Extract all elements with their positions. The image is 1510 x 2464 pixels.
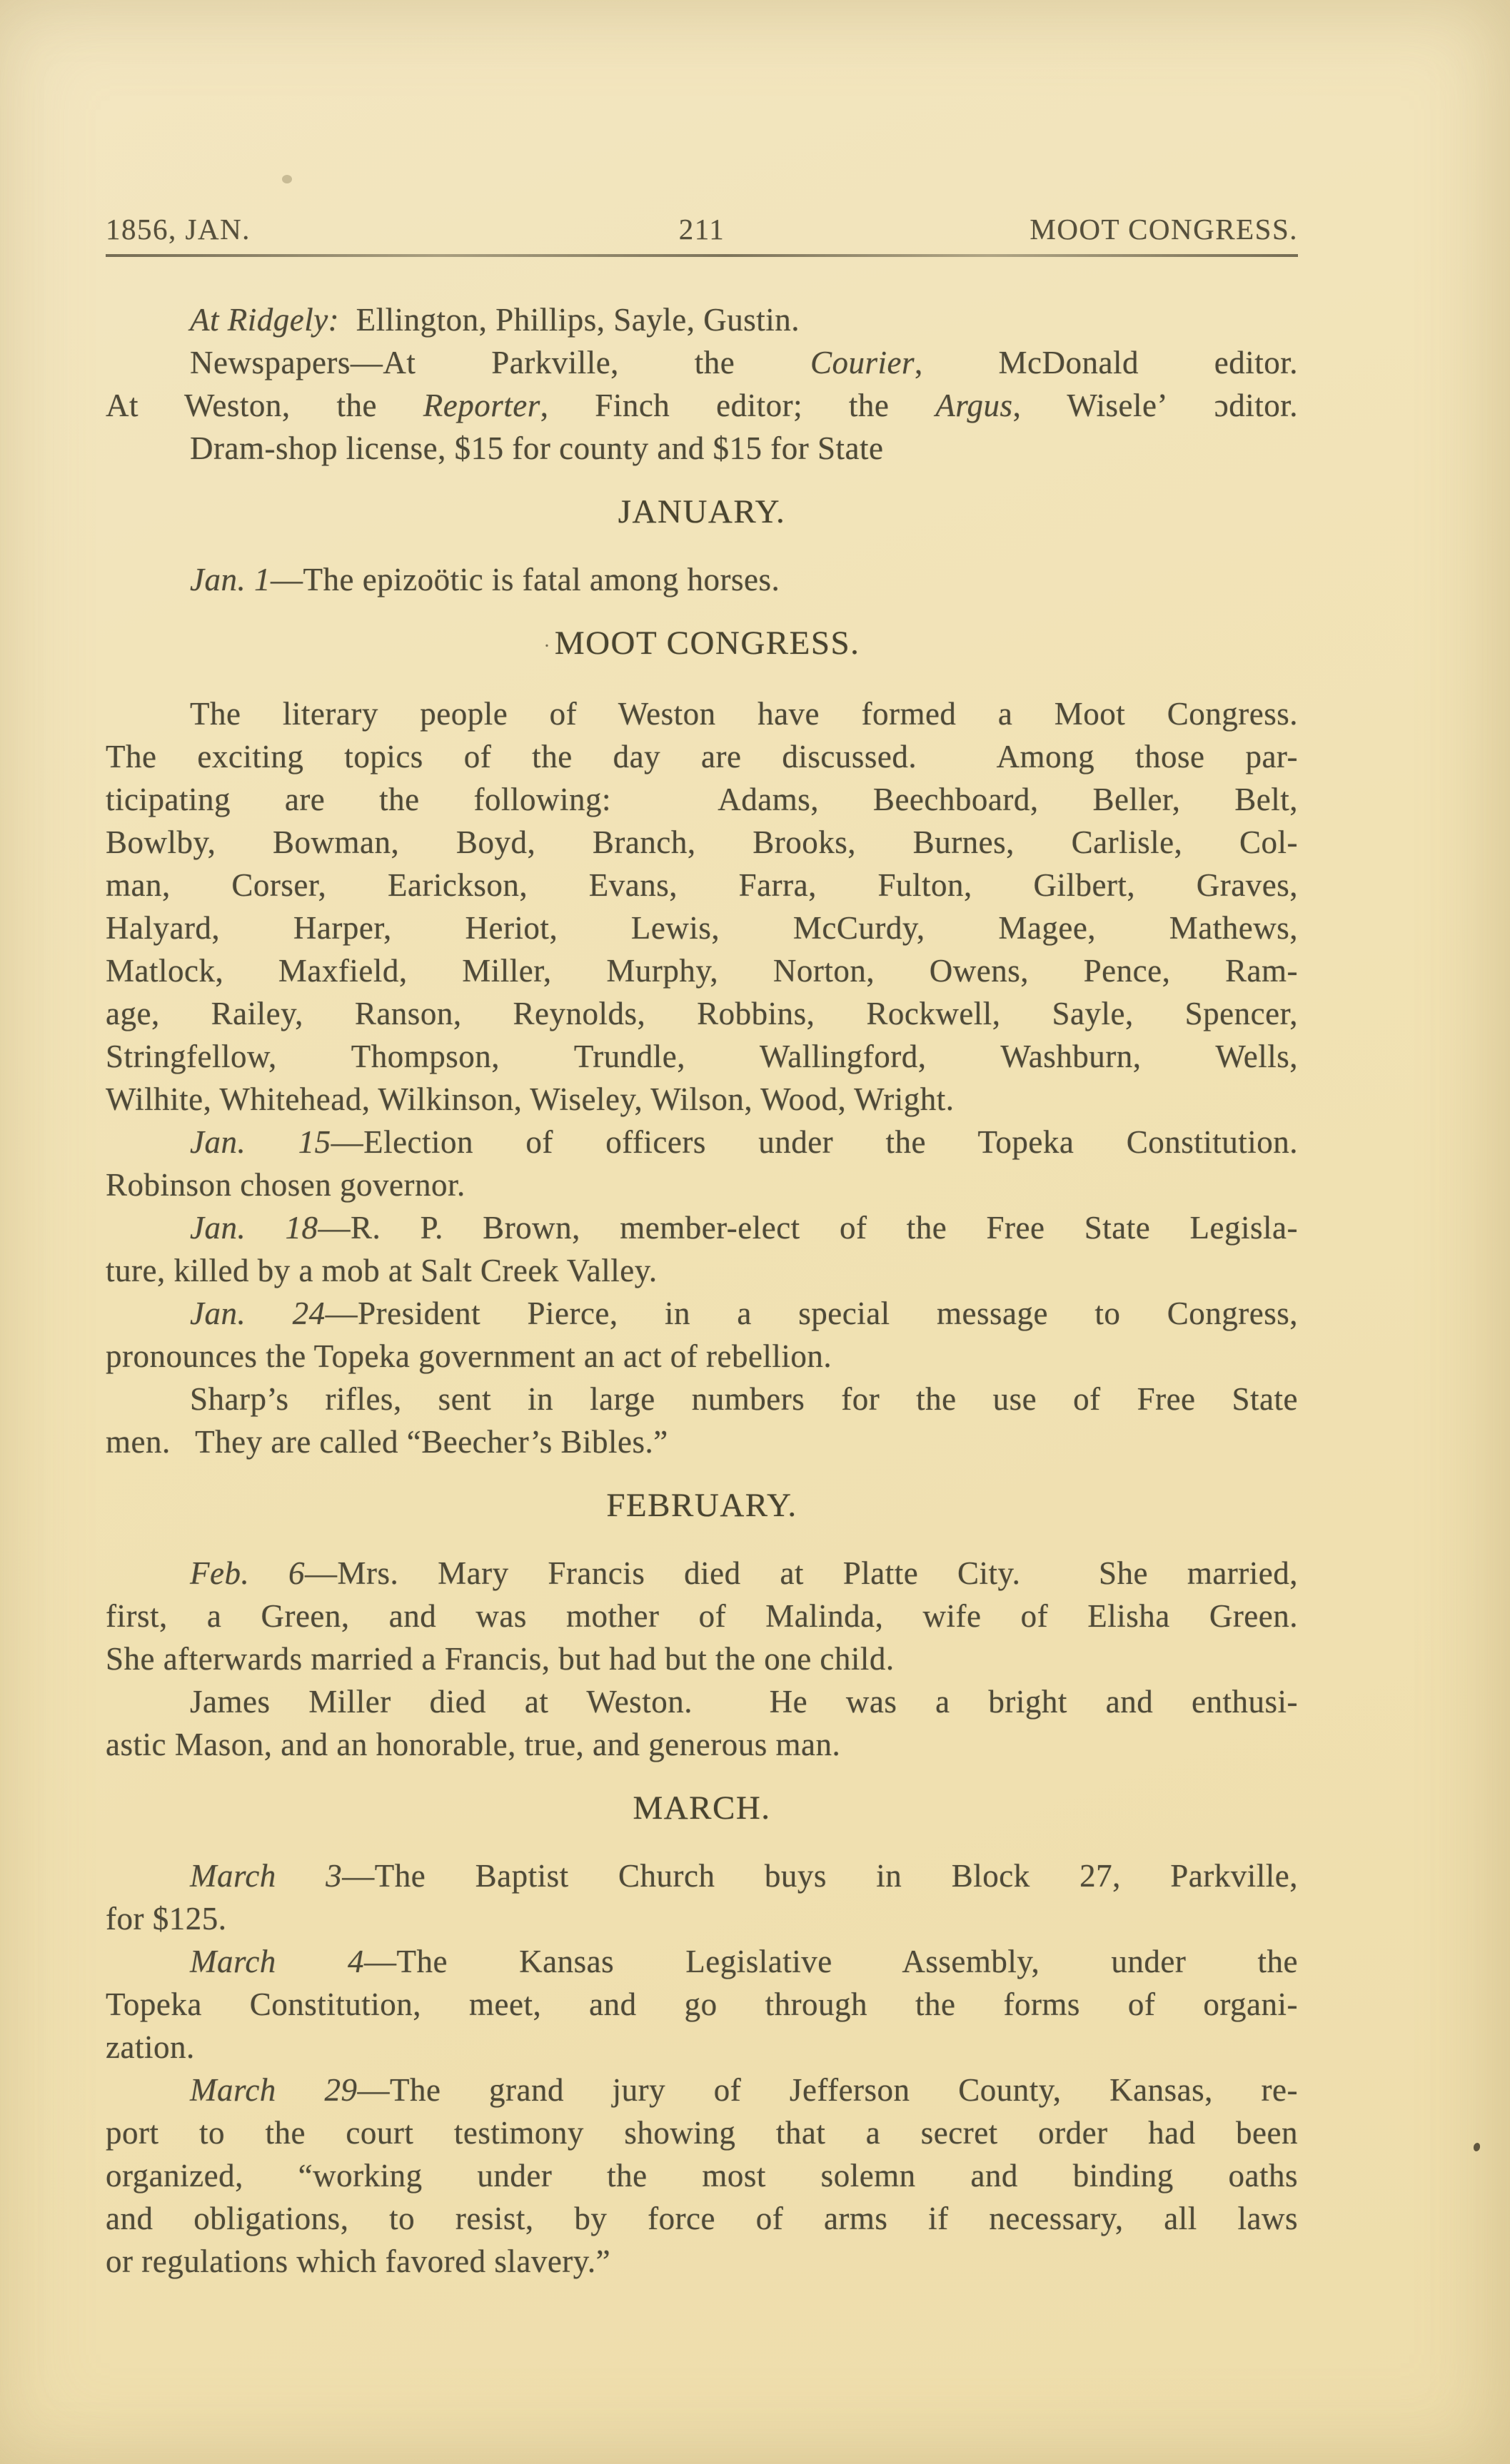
italic-text-run: At Ridgely: [190,302,340,338]
text-run: organized, “working under the most solemn and binding oaths [106,2158,1298,2194]
text-line [106,1335,1298,1378]
text-line [106,864,1298,907]
italic-text-run: Feb. 6 [190,1555,306,1592]
header-date: 1856, JAN. [106,213,251,246]
text-line [106,1121,1298,1163]
text-run: or regulations which favored slavery.” [106,2243,611,2280]
print-artifact-dot [1473,2142,1481,2152]
text-line [106,1940,1298,1983]
text-run: , Finch editor; the [540,388,936,423]
section-heading [106,491,1298,532]
text-run: Ellington, Phillips, Sayle, Gustin. [339,302,800,338]
text-run: port to the court testimony showing that a secret order had been [106,2115,1298,2151]
text-run: Dram-shop license, $15 for county and $15 for State [190,430,884,466]
text-line [106,1035,1298,1078]
italic-text-run: March 4 [190,1944,364,1980]
text-line [106,949,1298,992]
text-line [106,735,1298,778]
text-run: Bowlby, Bowman, Boyd, Branch, Brooks, Burnes, Carlisle, Col- [106,824,1298,861]
section-heading-text: MOOT CONGRESS. [554,625,860,662]
text-line [106,2111,1298,2154]
text-run: Halyard, Harper, Heriot, Lewis, McCurdy, Magee, Mathews, [106,910,1298,946]
text-run: man, Corser, Earickson, Evans, Farra, Fulton, Gilbert, Graves, [106,867,1298,904]
text-line [106,1680,1298,1723]
paper-smudge [282,175,292,183]
text-run: —R. P. Brown, member-elect of the Free State Legisla- [318,1210,1298,1246]
text-line [106,1983,1298,2026]
text-line [106,1078,1298,1121]
section-heading-text: JANUARY. [618,493,786,530]
text-line [106,384,1298,427]
text-line [106,992,1298,1035]
text-run: —The Baptist Church buys in Block 27, Parkville, [342,1858,1298,1894]
text-run: —President Pierce, in a special message to Congress, [325,1296,1298,1332]
text-line [106,1378,1298,1420]
italic-text-run: Argus [935,388,1013,423]
italic-text-run: March 3 [190,1858,343,1894]
text-run: age, Railey, Ranson, Reynolds, Robbins, Rockwell, Sayle, Spencer, [106,996,1298,1032]
text-line [106,2069,1298,2111]
italic-text-run: Jan. 24 [190,1296,326,1332]
print-artifact-mark: · [543,635,555,657]
italic-text-run: March 29 [190,2072,358,2109]
text-line [106,1595,1298,1637]
section-heading [106,1787,1298,1829]
text-run: —Mrs. Mary Francis died at Platte City. She married, [305,1555,1298,1592]
text-run: , McDonald editor. [914,345,1298,380]
text-run: She afterwards married a Francis, but had but the one child. [106,1641,895,1677]
section-heading [106,1485,1298,1526]
text-run: The literary people of Weston have formed a Moot Congress. [190,696,1298,732]
text-run: At Weston, the [106,388,423,423]
text-run: Matlock, Maxfield, Miller, Murphy, Norton, Owens, Pence, Ram- [106,953,1298,989]
page-number: 211 [678,213,725,246]
text-run: Newspapers—At Parkville, the [190,345,810,380]
text-run: first, a Green, and was mother of Malinda, wife of Elisha Green. [106,1598,1298,1635]
text-run: pronounces the Topeka government an act of rebellion. [106,1338,832,1375]
text-line [106,1292,1298,1335]
text-line [106,1249,1298,1292]
italic-text-run: Jan. 15 [190,1124,331,1161]
text-line [106,427,1298,470]
text-line [106,298,1298,341]
text-line [106,1163,1298,1206]
text-run: Wilhite, Whitehead, Wilkinson, Wiseley, Wilson, Wood, Wright. [106,1081,955,1118]
text-run: astic Mason, and an honorable, true, and generous man. [106,1727,841,1763]
text-run: ticipating are the following: Adams, Beechboard, Beller, Belt, [106,782,1298,818]
text-run: Stringfellow, Thompson, Trundle, Wallingford, Washburn, Wells, [106,1039,1298,1075]
text-line [106,778,1298,821]
section-heading-text: FEBRUARY. [606,1487,797,1525]
italic-text-run: Courier [810,345,915,380]
text-line [106,1552,1298,1595]
text-line [106,558,1298,601]
text-run: for $125. [106,1901,227,1937]
text-run: James Miller died at Weston. He was a bright and enthusi- [190,1684,1298,1720]
italic-text-run: Jan. 1 [190,562,271,597]
text-line [106,1854,1298,1897]
text-run: zation. [106,2029,195,2066]
text-run: Topeka Constitution, meet, and go through the forms of organi- [106,1986,1298,2023]
text-line [106,692,1298,735]
italic-text-run: Reporter [423,388,540,423]
page-header [106,213,1298,246]
text-line [106,2026,1298,2069]
text-line [106,1723,1298,1766]
text-run: The exciting topics of the day are discussed. Among those par- [106,739,1298,775]
text-run: and obligations, to resist, by force of arms if necessary, all laws [106,2201,1298,2237]
page-content [106,0,1298,2283]
text-run: —The grand jury of Jefferson County, Kansas, re- [357,2072,1298,2109]
text-line [106,2154,1298,2197]
text-line [106,1897,1298,1940]
text-column [106,298,1298,2283]
text-run: —Election of officers under the Topeka Constitution. [331,1124,1298,1161]
text-run: —The Kansas Legislative Assembly, under the [363,1944,1298,1980]
header-rule [106,254,1298,257]
text-line [106,1420,1298,1463]
text-line [106,907,1298,949]
text-run: Robinson chosen governor. [106,1167,465,1203]
section-heading-text: MARCH. [633,1789,771,1827]
text-run: ture, killed by a mob at Salt Creek Valley. [106,1253,658,1289]
text-line [106,1206,1298,1249]
text-line [106,2197,1298,2240]
italic-text-run: Jan. 18 [190,1210,318,1246]
text-line [106,1637,1298,1680]
text-run: , Wiseleʼ ɔditor. [1012,388,1298,423]
text-run: —The epizoötic is fatal among horses. [270,562,780,597]
header-title: MOOT CONGRESS. [1030,213,1299,246]
text-line [106,2240,1298,2283]
section-heading [106,622,1298,667]
text-run: Sharp’s rifles, sent in large numbers for the use of Free State [190,1381,1298,1418]
text-line [106,821,1298,864]
text-run: men. They are called “Beecher’s Bibles.” [106,1424,668,1460]
text-line [106,341,1298,384]
